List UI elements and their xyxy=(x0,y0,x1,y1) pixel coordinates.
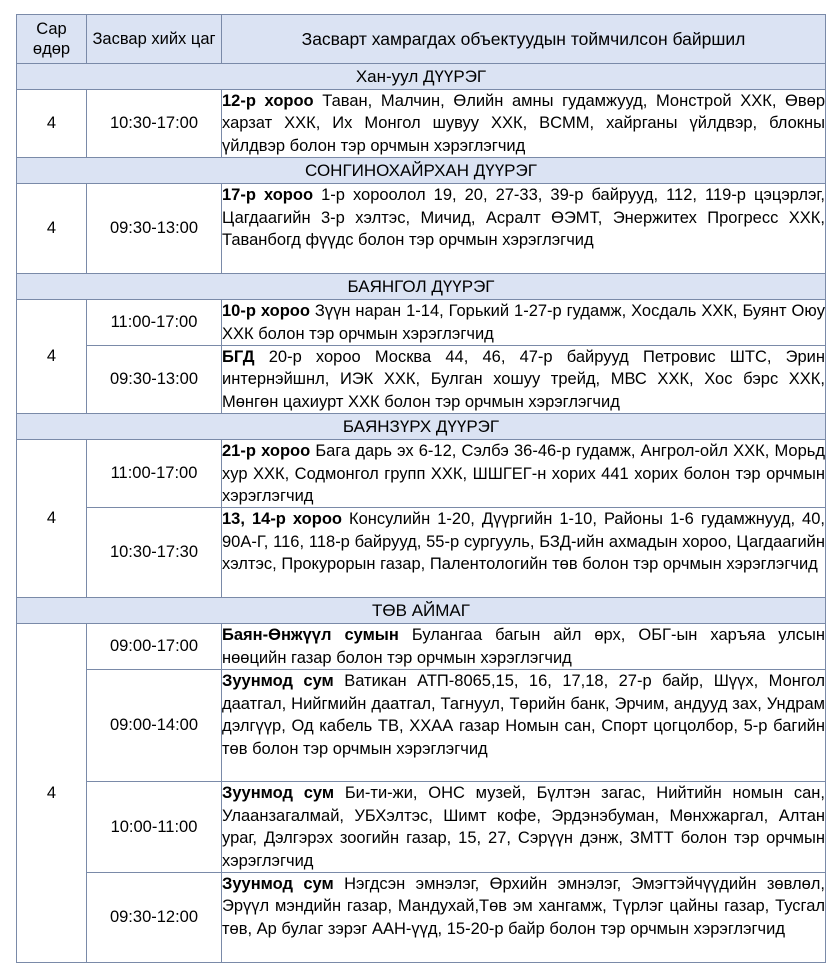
area-name: Зуунмод сум xyxy=(222,784,335,803)
location-details: Би-ти-жи, ОНС музей, Бүлтэн загас, Нийтийн номын сан, Улаанзагалмай, УБХэлтэс, Шимт кофе, Эрдэнэбуман, Мөнхжаргал, Алтан ураг, Дэлгэрэх зоогийн газар, 15, 27, Сэрүүн дэнж, ЗМТТ болон тэр орчмын хэрэглэгчид xyxy=(222,784,826,870)
district-header-row xyxy=(17,158,826,184)
location-cell xyxy=(222,508,826,598)
schedule-row xyxy=(17,184,826,274)
time-cell: 09:30-13:00 xyxy=(87,346,222,414)
area-name: 13, 14-р хороо xyxy=(222,510,342,529)
area-name: Баян-Өнжүүл сумын xyxy=(222,626,399,645)
time-cell: 09:00-14:00 xyxy=(87,670,222,782)
schedule-row xyxy=(17,624,826,670)
district-name: БАЯНЗҮРХ ДҮҮРЭГ xyxy=(17,414,826,440)
location-cell xyxy=(222,872,826,962)
district-name: СОНГИНОХАЙРХАН ДҮҮРЭГ xyxy=(17,158,826,184)
location-cell xyxy=(222,624,826,670)
location-details: Зүүн наран 1-14, Горький 1-27-р гудамж, Хосдаль ХХК, Буянт Оюу ХХК болон тэр орчмын хэрэглэгчид xyxy=(222,302,825,343)
location-cell xyxy=(222,300,826,346)
location-cell xyxy=(222,90,826,158)
schedule-row xyxy=(17,872,826,962)
location-cell xyxy=(222,346,826,414)
district-name: Хан-уул ДҮҮРЭГ xyxy=(17,64,826,90)
day-cell: 4 xyxy=(17,184,87,274)
schedule-row xyxy=(17,440,826,508)
schedule-row xyxy=(17,346,826,414)
header-day: Сар өдөр xyxy=(17,15,87,64)
location-details: Бага дарь эх 6-12, Сэлбэ 36-46-р гудамж, Ангрол-ойл ХХК, Морьд хур ХХК, Содмонгол групп ХХК, ШШГЕГ-н хорих 441 хорих болон тэр орчмын хэрэглэгчид xyxy=(222,442,826,506)
area-name: БГД xyxy=(222,348,255,367)
area-name: Зуунмод сум xyxy=(222,672,334,691)
day-cell: 4 xyxy=(17,300,87,414)
day-cell: 4 xyxy=(17,624,87,962)
location-details: 20-р хороо Москва 44, 46, 47-р байрууд Петровис ШТС, Эрин интернэйшнл, ИЭК ХХК, Булган хошуу трейд, МВС ХХК, Хос бэрс ХХК, Мөнгөн цахиурт ХХК болон тэр орчмын хэрэглэгчид xyxy=(222,348,825,411)
header-row xyxy=(17,15,826,64)
schedule-row xyxy=(17,782,826,873)
day-cell: 4 xyxy=(17,440,87,598)
location-cell xyxy=(222,184,826,274)
location-details: 1-р хороолол 19, 20, 27-33, 39-р байрууд, 112, 119-р цэцэрлэг, Цагдаагийн 3-р хэлтэс, Мичид, Асралт ӨЭМТ, Энержитех Прогресс ХХК, Таванбогд фүүдс болон тэр орчмын хэрэглэгчид xyxy=(222,186,826,250)
district-name: ТӨВ АЙМАГ xyxy=(17,598,826,624)
location-cell xyxy=(222,670,826,782)
schedule-row xyxy=(17,90,826,158)
area-name: 17-р хороо xyxy=(222,186,314,205)
schedule-body xyxy=(17,64,826,963)
time-cell: 09:00-17:00 xyxy=(87,624,222,670)
schedule-row xyxy=(17,508,826,598)
day-cell: 4 xyxy=(17,90,87,158)
time-cell: 10:30-17:00 xyxy=(87,90,222,158)
header-location: Засварт хамрагдах объектуудын тоймчилсон байршил xyxy=(222,15,826,64)
location-cell xyxy=(222,782,826,873)
area-name: 21-р хороо xyxy=(222,442,311,461)
location-details: Булангаа багын айл өрх, ОБГ-ын харъяа улсын нөөцийн газар болон тэр орчмын хэрэглэгчид xyxy=(222,626,825,667)
location-details: Нэгдсэн эмнэлэг, Өрхийн эмнэлэг, Эмэгтэйчүүдийн зөвлөл, Эрүүл мэндийн газар, Мандухай,Төв эм хангамж, Түрлэг цайны газар, Тусгал төв, Ар булаг зэрэг ААН-үүд, 15-20-р байр болон тэр орчмын хэрэглэгчид xyxy=(222,874,826,938)
schedule-row xyxy=(17,300,826,346)
area-name: Зуунмод сум xyxy=(222,874,334,893)
district-header-row xyxy=(17,414,826,440)
outage-schedule-table xyxy=(16,14,826,963)
time-cell: 10:30-17:30 xyxy=(87,508,222,598)
time-cell: 09:30-12:00 xyxy=(87,872,222,962)
district-header-row xyxy=(17,598,826,624)
time-cell: 11:00-17:00 xyxy=(87,440,222,508)
schedule-row xyxy=(17,670,826,782)
district-header-row xyxy=(17,274,826,300)
location-details: Таван, Малчин, Өлийн амны гудамжууд, Монстрой ХХК, Өвөр харзат ХХК, Их Монгол шувуу ХХК, BCMM, хайрганы үйлдвэр, блокны үйлдвэр болон тэр орчмын хэрэглэгчид xyxy=(222,92,825,155)
time-cell: 10:00-11:00 xyxy=(87,782,222,873)
header-time: Засвар хийх цаг xyxy=(87,15,222,64)
time-cell: 11:00-17:00 xyxy=(87,300,222,346)
district-header-row xyxy=(17,64,826,90)
location-details: Ватикан АТП-8065,15, 16, 17,18, 27-р байр, Шүүх, Монгол даатгал, Нийгмийн даатгал, Тагнуул, Төрийн банк, Эрчим, андууд зах, Ундрам дэлгүүр, Од кабель ТВ, ХХАА газар Номын сан, Спорт цогцолбор, 5-р багийн төв болон тэр орчмын хэрэглэгчид xyxy=(222,672,825,758)
area-name: 12-р хороо xyxy=(222,92,314,110)
time-cell: 09:30-13:00 xyxy=(87,184,222,274)
location-details: Консулийн 1-20, Дүүргийн 1-10, Районы 1-6 гудамжнууд, 40, 90А-Г, 116, 118-р байрууд, 55-р сургууль, БЗД-ийн ахмадын хороо, Цагдаагийн хэлтэс, Прокурорын газар, Палентологийн төв болон тэр орчмын хэрэглэгчид xyxy=(222,510,825,574)
area-name: 10-р хороо xyxy=(222,302,310,321)
district-name: БАЯНГОЛ ДҮҮРЭГ xyxy=(17,274,826,300)
location-cell xyxy=(222,440,826,508)
